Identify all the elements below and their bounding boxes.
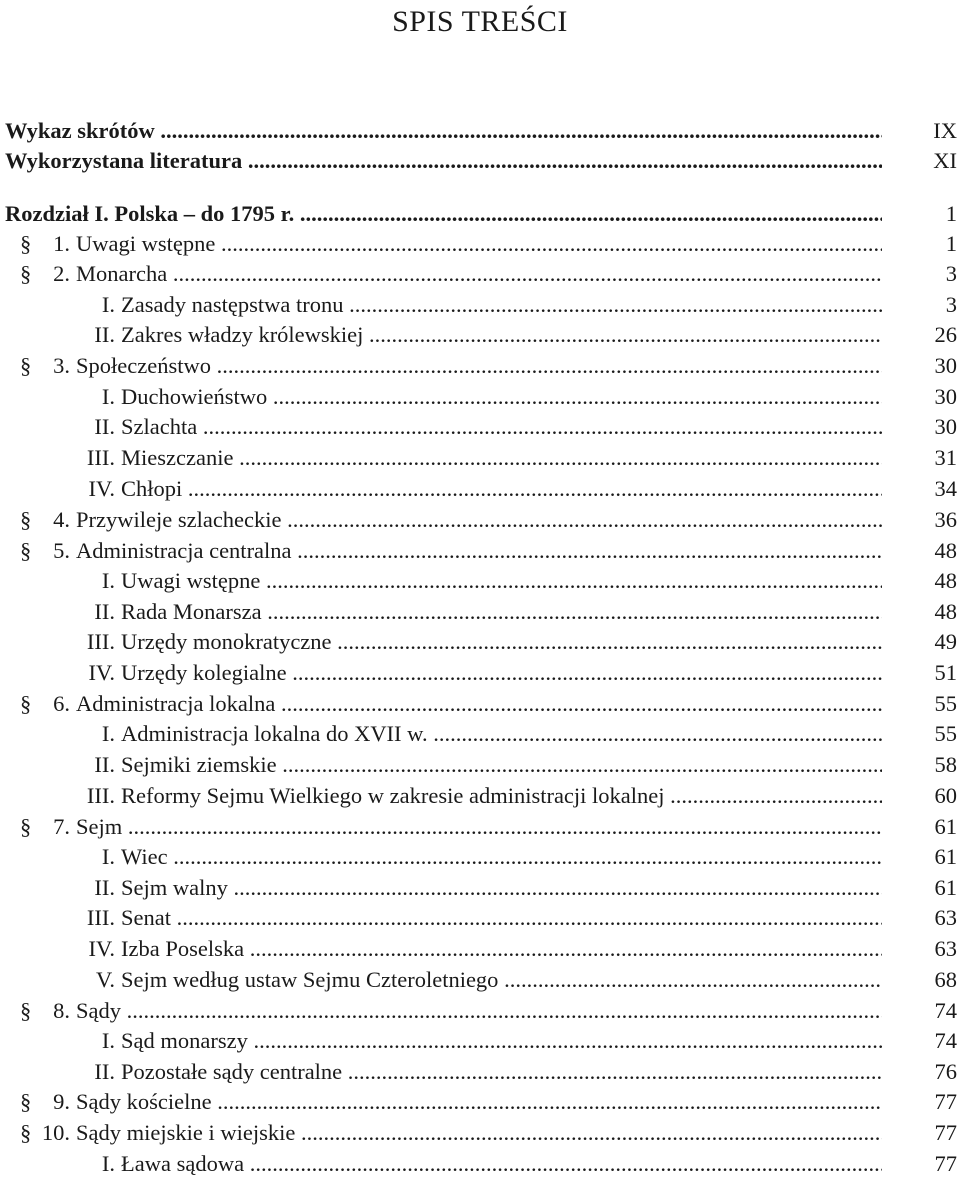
section-sign-icon: § [20, 998, 32, 1023]
toc-entry-number: I. [101, 568, 115, 593]
toc-entry-label: Społeczeństwo [76, 353, 211, 378]
toc-entry[interactable] [0, 996, 960, 1026]
section-sign-icon: § [20, 814, 32, 839]
toc-entry[interactable] [0, 903, 960, 933]
toc-entry-number: 4. [53, 507, 70, 532]
toc-entry-text [121, 597, 882, 627]
section-sign-icon: § [20, 1089, 32, 1114]
toc-entry-label: Mieszczanie [121, 445, 234, 470]
toc-entry-text [121, 842, 882, 872]
toc-entry-label: Przywileje szlacheckie [76, 507, 282, 532]
toc-entry-page: 49 [934, 629, 957, 654]
toc-entry-label: Wykorzystana literatura [5, 148, 243, 173]
toc-entry[interactable] [0, 750, 960, 780]
toc-entry-label: Sądy miejskie i wiejskie [76, 1120, 296, 1145]
toc-entry-text [121, 1026, 882, 1056]
toc-entry-number: II. [94, 752, 115, 777]
toc-entry-page: 51 [934, 660, 957, 685]
toc-entry-label: Wykaz skrótów [5, 118, 155, 143]
toc-entry-number: II. [94, 322, 115, 347]
toc-entry-page: 74 [934, 998, 957, 1023]
toc-entry-label: Zasady następstwa tronu [121, 292, 344, 317]
toc-entry-text [121, 566, 882, 596]
section-sign-icon: § [20, 1120, 32, 1145]
toc-entry[interactable] [0, 689, 960, 719]
toc-entry-page: 48 [934, 538, 957, 563]
toc-entry[interactable] [0, 320, 960, 350]
toc-entry-page: 48 [934, 599, 957, 624]
toc-entry-page: 61 [934, 814, 957, 839]
toc-entry-number: 5. [53, 538, 70, 563]
toc-entry-text [121, 781, 882, 811]
toc-entry[interactable] [0, 474, 960, 504]
toc-entry-text [121, 290, 882, 320]
section-sign-icon: § [20, 507, 32, 532]
toc-entry[interactable] [0, 842, 960, 872]
toc-entry-page: 74 [934, 1028, 957, 1053]
toc-entry[interactable] [0, 965, 960, 995]
toc-entry-page: 3 [945, 261, 957, 286]
toc-entry-text [76, 689, 882, 719]
toc-entry-page: 63 [934, 936, 957, 961]
toc-entry-label: Sejm [76, 814, 123, 839]
toc-entry-page: 63 [934, 905, 957, 930]
toc-entry[interactable] [0, 934, 960, 964]
toc-entry-text [5, 146, 882, 176]
toc-entry-label: Rada Monarsza [121, 599, 262, 624]
section-sign-icon: § [20, 261, 32, 286]
toc-entry-number: 6. [53, 691, 70, 716]
toc-entry-page: 36 [934, 507, 957, 532]
toc-entry-number: II. [94, 1059, 115, 1084]
toc-entry-page: XI [933, 148, 957, 173]
toc-entry-number: 8. [53, 998, 70, 1023]
toc-entry-text [121, 412, 882, 442]
toc-entry-text [121, 658, 882, 688]
toc-entry-text [121, 382, 882, 412]
toc-entry[interactable] [0, 566, 960, 596]
toc-entry[interactable] [0, 259, 960, 289]
toc-entry-text [121, 719, 882, 749]
toc-entry-text [121, 443, 882, 473]
toc-entry-label: Rozdział I. Polska – do 1795 r. [5, 201, 295, 226]
toc-entry-text [76, 505, 882, 535]
toc-entry-label: Sejm walny [121, 875, 228, 900]
toc-entry-page: 30 [934, 353, 957, 378]
toc-entry-label: Uwagi wstępne [76, 231, 216, 256]
toc-entry-text [121, 873, 882, 903]
toc-entry[interactable] [0, 873, 960, 903]
toc-entry-label: Sądy [76, 998, 121, 1023]
toc-entry-page: 30 [934, 414, 957, 439]
toc-entry-label: Sądy kościelne [76, 1089, 212, 1114]
toc-entry[interactable] [0, 1026, 960, 1056]
toc-entry-text [121, 965, 882, 995]
toc-entry[interactable] [0, 199, 960, 229]
toc-entry-text [5, 199, 882, 229]
toc-entry[interactable] [0, 116, 960, 146]
toc-entry-label: Administracja lokalna do XVII w. [121, 721, 428, 746]
toc-entry-page: 77 [934, 1089, 957, 1114]
toc-entry-label: Sąd monarszy [121, 1028, 248, 1053]
toc-entry[interactable] [0, 536, 960, 566]
toc-entry-page: 55 [934, 721, 957, 746]
toc-entry-label: Senat [121, 905, 171, 930]
toc-entry-number: IV. [88, 476, 115, 501]
toc-entry-number: I. [101, 1151, 115, 1176]
toc-entry-text [5, 116, 882, 146]
section-sign-icon: § [20, 691, 32, 716]
toc-entry-label: Reformy Sejmu Wielkiego w zakresie administracji lokalnej [121, 783, 665, 808]
toc-entry-text [121, 320, 882, 350]
toc-entry-page: 58 [934, 752, 957, 777]
toc-entry-text [76, 259, 882, 289]
toc-entry-text [121, 750, 882, 780]
toc-entry-label: Pozostałe sądy centralne [121, 1059, 343, 1084]
toc-entry-number: 3. [53, 353, 70, 378]
toc-entry-page: 3 [945, 292, 957, 317]
toc-entry-label: Administracja centralna [76, 538, 292, 563]
toc-entry-text [76, 1118, 882, 1148]
toc-entry-number: 9. [53, 1089, 70, 1114]
toc-entry[interactable] [0, 412, 960, 442]
toc-entry-text [76, 996, 882, 1026]
toc-entry-label: Wiec [121, 844, 168, 869]
toc-entry[interactable] [0, 382, 960, 412]
toc-entry-label: Ława sądowa [121, 1151, 245, 1176]
toc-entry-page: IX [933, 118, 957, 143]
toc-entry-number: I. [101, 844, 115, 869]
toc-entry-label: Administracja lokalna [76, 691, 276, 716]
toc-entry-page: 55 [934, 691, 957, 716]
toc-entry-number: I. [101, 1028, 115, 1053]
toc-entry-number: I. [101, 721, 115, 746]
section-sign-icon: § [20, 353, 32, 378]
toc-entry-number: V. [96, 967, 115, 992]
toc-entry-text [121, 903, 882, 933]
toc-entry-label: Duchowieństwo [121, 384, 268, 409]
toc-entry-label: Izba Poselska [121, 936, 245, 961]
toc-entry-page: 1 [945, 231, 957, 256]
toc-entry-number: III. [86, 905, 115, 930]
toc-entry-page: 34 [934, 476, 957, 501]
toc-entry[interactable] [0, 505, 960, 535]
toc-entry-page: 48 [934, 568, 957, 593]
toc-entry-page: 61 [934, 844, 957, 869]
toc-entry[interactable] [0, 229, 960, 259]
toc-entry-label: Urzędy monokratyczne [121, 629, 332, 654]
toc-entry-number: 10. [41, 1120, 70, 1145]
toc-entry-number: III. [86, 783, 115, 808]
toc-entry[interactable] [0, 627, 960, 657]
toc-entry[interactable] [0, 351, 960, 381]
toc-entry[interactable] [0, 290, 960, 320]
toc-entry-page: 77 [934, 1151, 957, 1176]
toc-entry[interactable] [0, 1149, 960, 1179]
toc-entry[interactable] [0, 146, 960, 176]
toc-entry-page: 60 [934, 783, 957, 808]
toc-entry[interactable] [0, 597, 960, 627]
toc-entry-text [76, 812, 882, 842]
toc-entry-label: Sejmiki ziemskie [121, 752, 277, 777]
toc-entry-page: 61 [934, 875, 957, 900]
toc-entry-number: II. [94, 599, 115, 624]
toc-entry-page: 68 [934, 967, 957, 992]
toc-entry-number: IV. [88, 936, 115, 961]
page-title: SPIS TREŚCI [392, 5, 568, 38]
toc-entry[interactable] [0, 658, 960, 688]
toc-entry-text [121, 474, 882, 504]
toc-entry-number: III. [86, 629, 115, 654]
toc-entry-text [121, 934, 882, 964]
toc-entry-page: 26 [934, 322, 957, 347]
toc-entry-number: I. [101, 292, 115, 317]
toc-entry-number: IV. [88, 660, 115, 685]
toc-entry[interactable] [0, 812, 960, 842]
section-sign-icon: § [20, 231, 32, 256]
toc-entry-page: 77 [934, 1120, 957, 1145]
toc-entry-number: 1. [53, 231, 70, 256]
toc-entry[interactable] [0, 443, 960, 473]
toc-entry-page: 76 [934, 1059, 957, 1084]
toc-entry[interactable] [0, 719, 960, 749]
toc-entry-text [121, 627, 882, 657]
toc-entry-number: II. [94, 414, 115, 439]
toc-entry-number: 2. [53, 261, 70, 286]
toc-entry-number: I. [101, 384, 115, 409]
toc-entry-text [76, 1087, 882, 1117]
toc-entry-text [121, 1057, 882, 1087]
toc-entry-label: Zakres władzy królewskiej [121, 322, 364, 347]
toc-entry-label: Chłopi [121, 476, 183, 501]
toc-entry-text [76, 229, 882, 259]
toc-entry-label: Sejm według ustaw Sejmu Czteroletniego [121, 967, 499, 992]
toc-entry-label: Uwagi wstępne [121, 568, 261, 593]
toc-entry-label: Urzędy kolegialne [121, 660, 287, 685]
toc-entry-page: 1 [945, 201, 957, 226]
toc-entry-label: Monarcha [76, 261, 168, 286]
toc-entry[interactable] [0, 1087, 960, 1117]
toc-entry-text [76, 536, 882, 566]
toc-entry-label: Szlachta [121, 414, 198, 439]
toc-entry-number: II. [94, 875, 115, 900]
toc-entry-number: III. [86, 445, 115, 470]
toc-entry[interactable] [0, 781, 960, 811]
toc-entry-text [121, 1149, 882, 1179]
toc-entry[interactable] [0, 1118, 960, 1148]
toc-entry-page: 30 [934, 384, 957, 409]
toc-entry[interactable] [0, 1057, 960, 1087]
section-sign-icon: § [20, 538, 32, 563]
toc-entry-text [76, 351, 882, 381]
toc-entry-number: 7. [53, 814, 70, 839]
toc-entry-page: 31 [934, 445, 957, 470]
